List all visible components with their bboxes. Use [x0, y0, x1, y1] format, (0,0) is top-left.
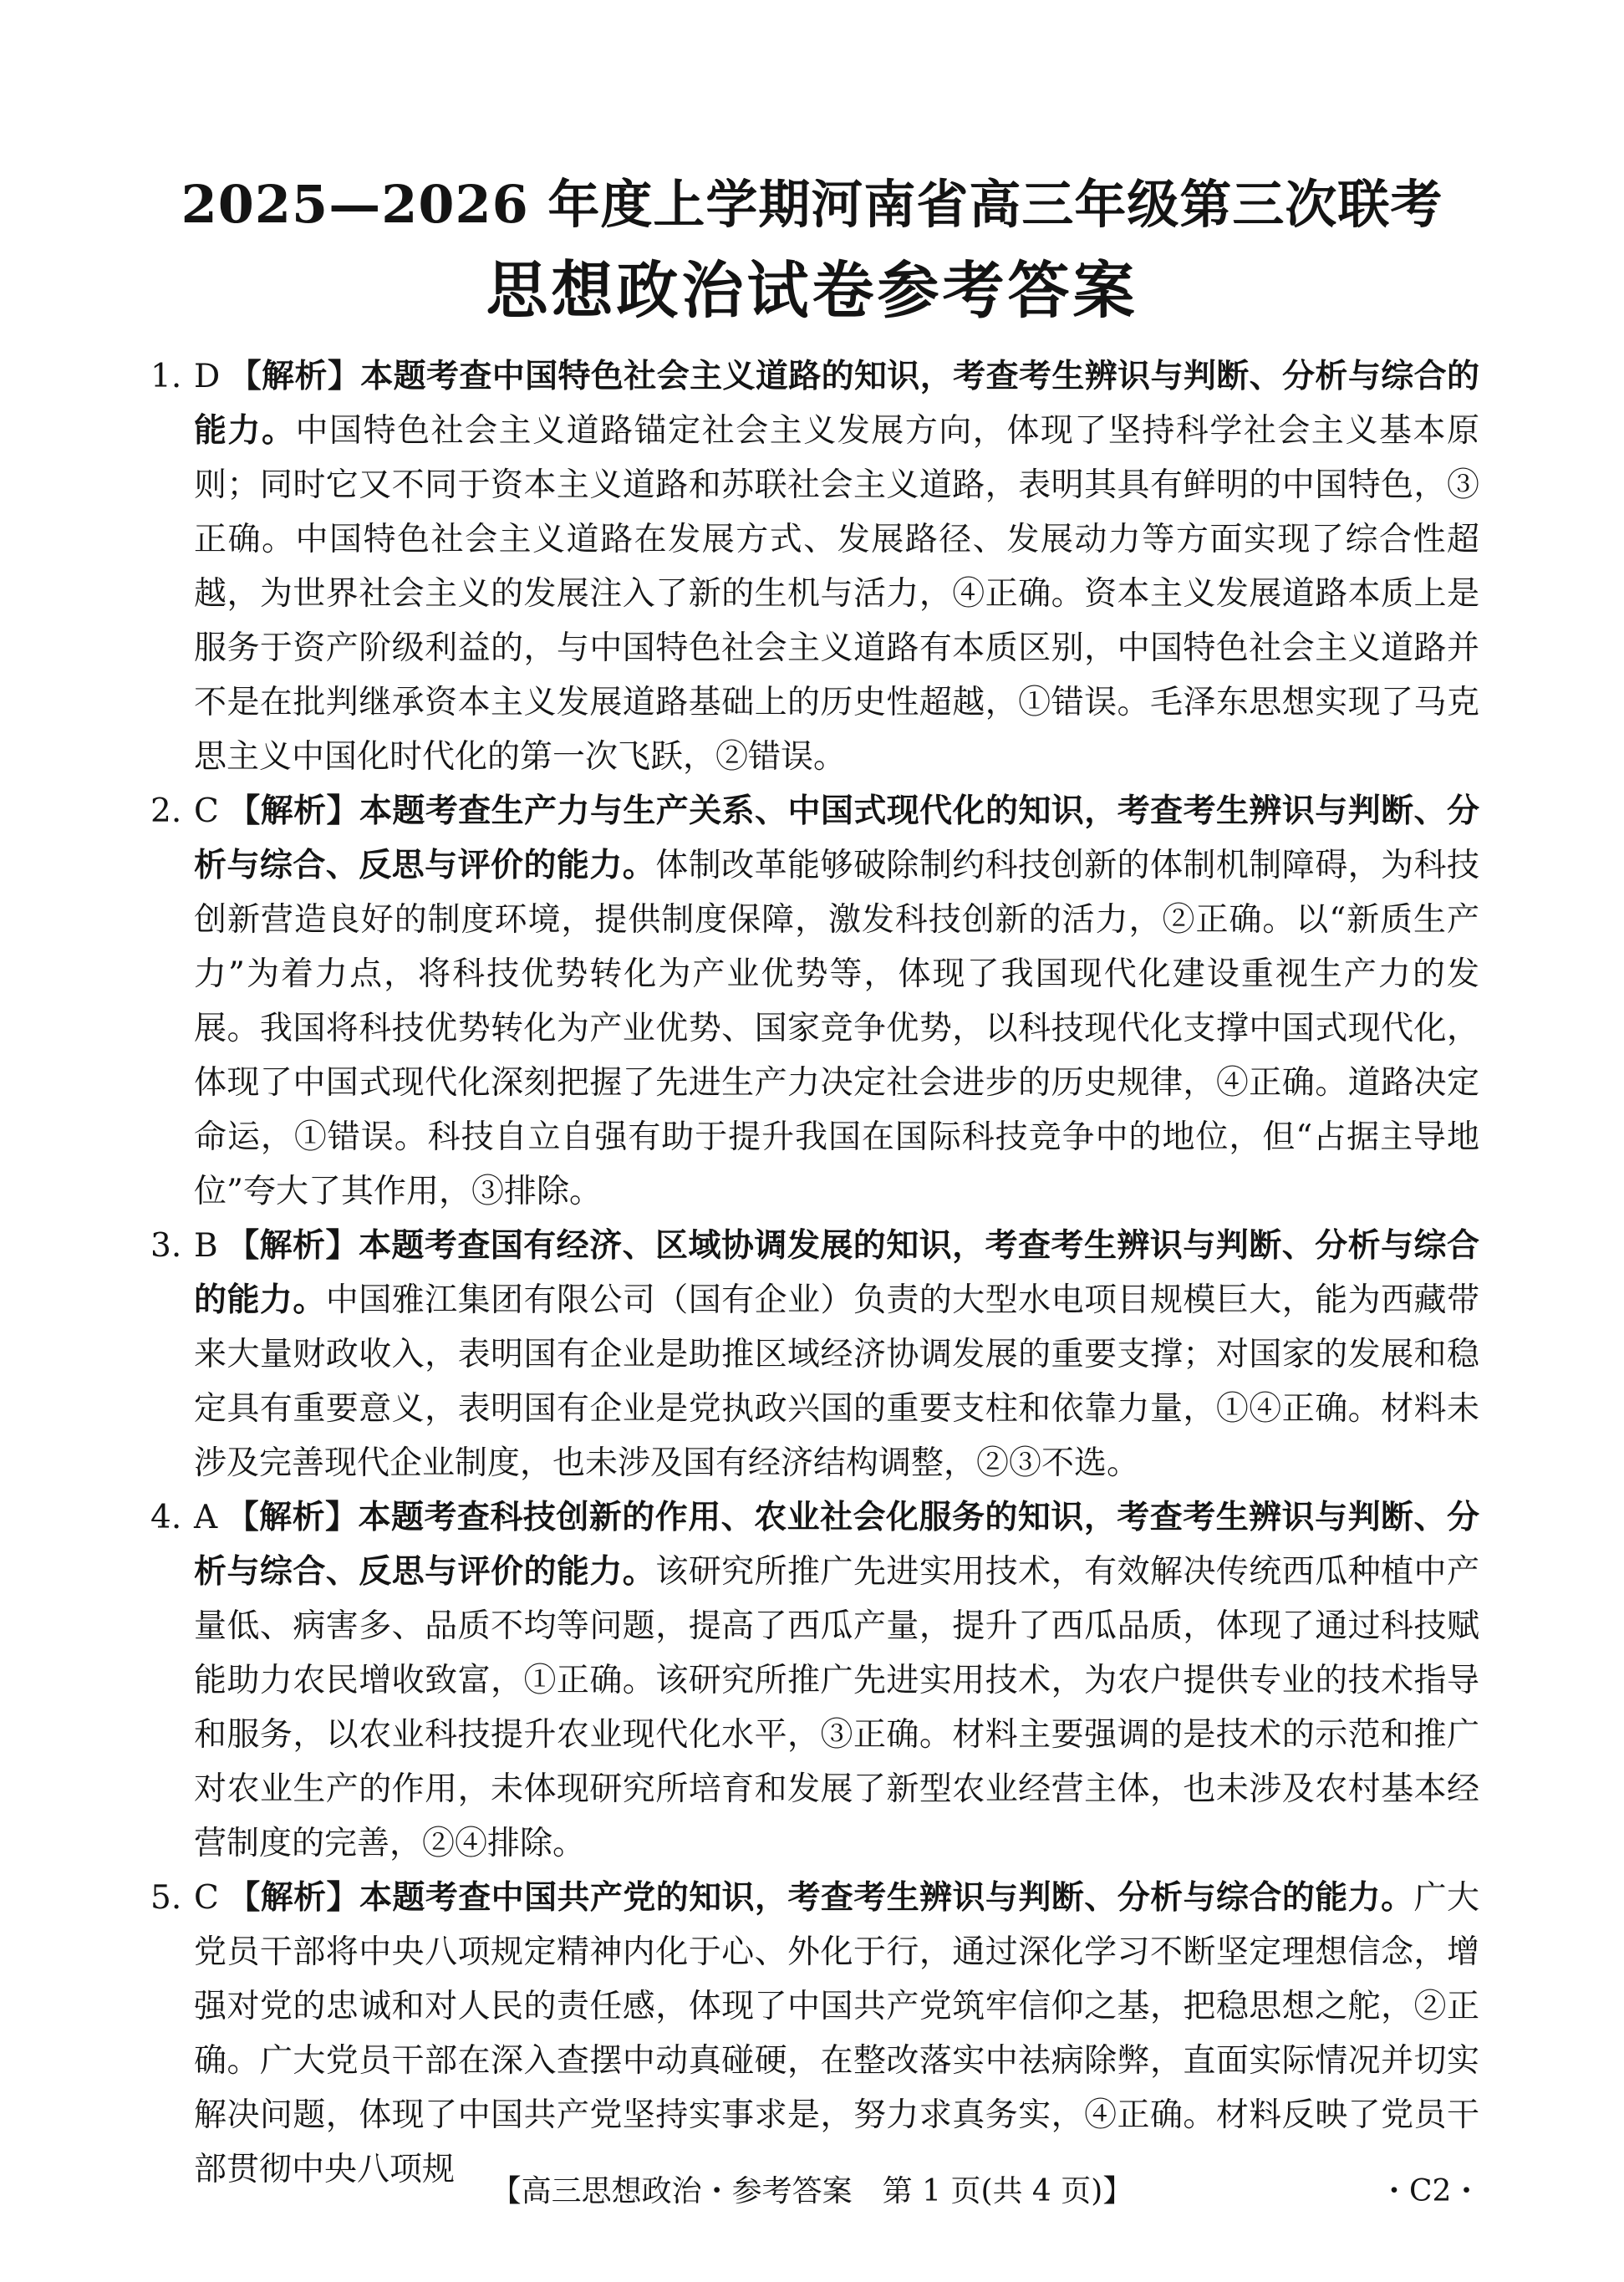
answer-letter: C [194, 792, 219, 830]
question-number: 4. [150, 1499, 182, 1536]
answer-item-2 [150, 784, 1479, 1219]
question-number: 2. [150, 792, 182, 830]
analysis-body: 中国特色社会主义道路锚定社会主义发展方向，体现了坚持科学社会主义基本原则；同时它又不同于资本主义道路和苏联社会主义道路，表明其具有鲜明的中国特色，③正确。中国特色社会主义道路在发展方式、发展路径、发展动力等方面实现了综合性超越，为世界社会主义的发展注入了新的生机与活力，④正确。资本主义发展道路本质上是服务于资产阶级利益的，与中国特色社会主义道路有本质区别，中国特色社会主义道路并不是在批判继承资本主义发展道路基础上的历史性超越，①错误。毛泽东思想实现了马克思主义中国化时代化的第一次飞跃，②错误。 [194, 412, 1479, 776]
page-footer: 【高三思想政治・参考答案 第 1 页(共 4 页)】 [491, 2174, 1133, 2208]
analysis-lead: 本题考查生产力与生产关系、中国式现代化的知识，考查考生辨识与判断、分析与综合、反思与评价的能力。 [194, 792, 1479, 884]
analysis-tag: 【解析】 [226, 1226, 359, 1265]
paper-code: ・C2・ [1379, 2174, 1482, 2208]
question-number: 5. [150, 1879, 182, 1917]
analysis-body: 该研究所推广先进实用技术，有效解决传统西瓜种植中产量低、病害多、品质不均等问题，提高了西瓜产量，提升了西瓜品质，体现了通过科技赋能助力农民增收致富，①正确。该研究所推广先进实用技术，为农户提供专业的技术指导和服务，以农业科技提升农业现代化水平，③正确。材料主要强调的是技术的示范和推广对农业生产的作用，未体现研究所培育和发展了新型农业经营主体，也未涉及农村基本经营制度的完善，②④排除。 [194, 1553, 1479, 1862]
answer-list [150, 349, 1479, 2197]
answer-item-4 [150, 1490, 1479, 1871]
analysis-lead: 本题考查中国共产党的知识，考查考生辨识与判断、分析与综合的能力。 [359, 1878, 1414, 1917]
analysis-body: 体制改革能够破除制约科技创新的体制机制障碍，为科技创新营造良好的制度环境，提供制度保障，激发科技创新的活力，②正确。以“新质生产力”为着力点，将科技优势转化为产业优势等，体现了我国现代化建设重视生产力的发展。我国将科技优势转化为产业优势、国家竞争优势，以科技现代化支撑中国式现代化，体现了中国式现代化深刻把握了先进生产力决定社会进步的历史规律，④正确。道路决定命运，①错误。科技自立自强有助于提升我国在国际科技竞争中的地位，但“占据主导地位”夸大了其作用，③排除。 [194, 847, 1479, 1210]
analysis-tag: 【解析】 [228, 357, 361, 395]
analysis-tag: 【解析】 [227, 1878, 359, 1917]
exam-title: 2025—2026 年度上学期河南省高三年级第三次联考 [181, 174, 1443, 235]
question-number: 1. [150, 358, 182, 395]
answer-item-5 [150, 1871, 1479, 2197]
analysis-body: 中国雅江集团有限公司（国有企业）负责的大型水电项目规模巨大，能为西藏带来大量财政收入，表明国有企业是助推区域经济协调发展的重要支撑；对国家的发展和稳定具有重要意义，表明国有企业是党执政兴国的重要支柱和依靠力量，①④正确。材料未涉及完善现代企业制度，也未涉及国有经济结构调整，②③不选。 [194, 1281, 1479, 1482]
analysis-tag: 【解析】 [227, 792, 359, 830]
analysis-body: 广大党员干部将中央八项规定精神内化于心、外化于行，通过深化学习不断坚定理想信念，增强对党的忠诚和对人民的责任感，体现了中国共产党筑牢信仰之基，把稳思想之舵，②正确。广大党员干部在深入查摆中动真碰硬，在整改落实中祛病除弊，直面实际情况并切实解决问题，体现了中国共产党坚持实事求是，努力求真务实，④正确。材料反映了党员干部贯彻中央八项规 [194, 1879, 1479, 2188]
question-number: 3. [150, 1227, 182, 1265]
answer-letter: A [194, 1499, 218, 1536]
document-title: 思想政治试卷参考答案 [486, 255, 1138, 327]
answer-letter: C [194, 1879, 219, 1917]
answer-item-3 [150, 1219, 1479, 1490]
answer-letter: D [194, 358, 221, 395]
analysis-lead: 本题考查科技创新的作用、农业社会化服务的知识，考查考生辨识与判断、分析与综合、反思与评价的能力。 [194, 1498, 1479, 1591]
answer-item-1 [150, 349, 1479, 784]
answer-letter: B [194, 1227, 218, 1265]
analysis-lead: 本题考查国有经济、区域协调发展的知识，考查考生辨识与判断、分析与综合的能力。 [194, 1226, 1479, 1319]
analysis-tag: 【解析】 [226, 1498, 359, 1536]
analysis-lead: 本题考查中国特色社会主义道路的知识，考查考生辨识与判断、分析与综合的能力。 [194, 357, 1479, 450]
